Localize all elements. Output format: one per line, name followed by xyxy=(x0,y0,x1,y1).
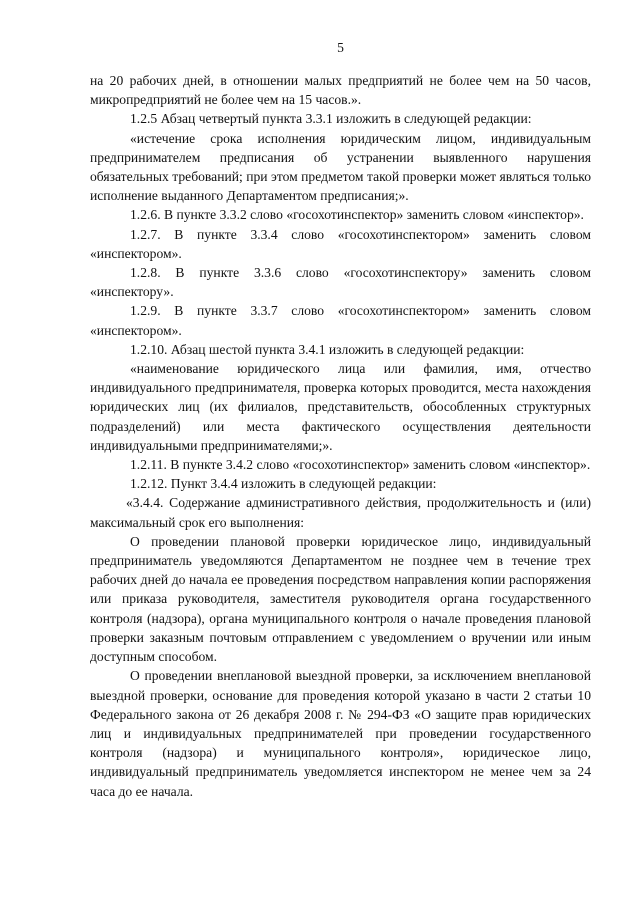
paragraph-continuation: на 20 рабочих дней, в отношении малых предприятий не более чем на 50 часов, микропредприятий не более чем на 15 часов.». xyxy=(90,73,591,108)
paragraph-planned-inspection: О проведении плановой проверки юридическое лицо, индивидуальный предприниматель уведомляются Департаментом не позднее чем в течение трех рабочих дней до начала ее проведения посредством направления копии распоряжения или приказа руководителя, заместителя руководителя органа государственного контроля (надзора), органа муниципального контроля о начале проведения плановой проверки заказным почтовым отправлением с уведомлением о вручении или иным доступным способом. xyxy=(90,533,591,665)
paragraph-unplanned-inspection: О проведении внеплановой выездной проверки, за исключением внеплановой выездной проверки, основание для проведения которой указано в части 2 статьи 10 Федерального закона от 26 декабря 2008 г. № 294-ФЗ «О защите прав юридических лиц и индивидуальных предпринимателей при проведении государственного контроля (надзора) и муниципального контроля», юридическое лицо, индивидуальный предприниматель уведомляется инспектором не менее чем за 24 часа до ее начала. xyxy=(90,668,591,799)
paragraph-1-2-6: 1.2.6. В пункте 3.3.2 слово «госохотинспектор» заменить словом «инспектор». xyxy=(130,207,584,223)
paragraph-1-2-7: 1.2.7. В пункте 3.3.4 слово «госохотинспектором» заменить словом «инспектором». xyxy=(90,226,591,261)
document-body xyxy=(90,71,591,801)
paragraph-1-2-10: 1.2.10. Абзац шестой пункта 3.4.1 изложить в следующей редакции: xyxy=(130,341,525,357)
paragraph-1-2-11: 1.2.11. В пункте 3.4.2 слово «госохотинспектор» заменить словом «инспектор». xyxy=(130,457,591,473)
paragraph-quote-3-3-1: «истечение срока исполнения юридическим лицом, индивидуальным предпринимателем предписания об устранении выявленного нарушения обязательных требований; при этом предметом такой проверки может являться только исполнение выданного Департаментом предписания;». xyxy=(90,130,591,204)
page-number: 5 xyxy=(337,40,344,55)
paragraph-1-2-12: 1.2.12. Пункт 3.4.4 изложить в следующей редакции: xyxy=(130,476,437,492)
paragraph-1-2-5: 1.2.5 Абзац четвертый пункта 3.3.1 изложить в следующей редакции: xyxy=(130,111,532,127)
paragraph-1-2-8: 1.2.8. В пункте 3.3.6 слово «госохотинспектору» заменить словом «инспектору». xyxy=(90,265,591,300)
paragraph-1-2-9: 1.2.9. В пункте 3.3.7 слово «госохотинспектором» заменить словом «инспектором». xyxy=(90,303,591,338)
paragraph-quote-3-4-4: «3.4.4. Содержание административного действия, продолжительность и (или) максимальный срок его выполнения: xyxy=(90,495,591,530)
paragraph-quote-3-4-1: «наименование юридического лица или фамилия, имя, отчество индивидуального предпринимателя, проверка которых проводится, места нахождения юридических лиц (их филиалов, представительств, обособленных структурных подразделений) или места фактического осуществления деятельности индивидуальными предпринимателями;». xyxy=(90,361,591,453)
